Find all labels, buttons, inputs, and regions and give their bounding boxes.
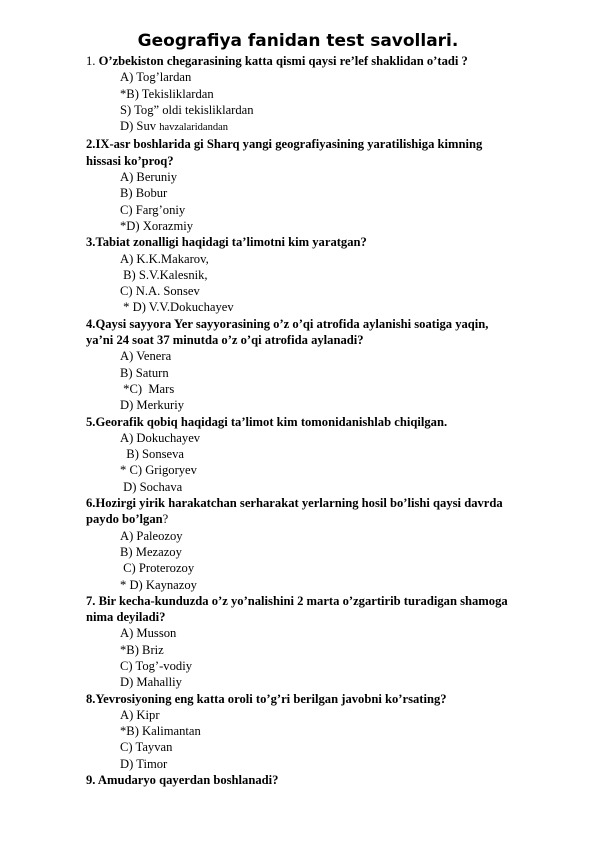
question-text-line: nima deyiladi?	[86, 610, 166, 625]
question-text-line: 6.Hozirgi yirik harakatchan serharakat yerlarning hosil bo’lishi qaysi davrda	[86, 496, 503, 511]
answer-option: D) Mahalliy	[120, 675, 182, 690]
answer-option: B) Mezazoy	[120, 544, 182, 559]
answer-option: A) Paleozoy	[120, 528, 183, 543]
answer-option: C) N.A. Sonsev	[120, 284, 200, 299]
answer-option: * D) Kaynazoy	[120, 577, 197, 592]
answer-option: A) Tog’lardan	[120, 70, 192, 85]
answer-option: D) Suv havzalaridandan	[120, 119, 228, 134]
answer-option: A) Beruniy	[120, 170, 178, 185]
answer-option: A) Kipr	[120, 707, 160, 722]
answer-option: D) Sochava	[120, 479, 183, 494]
answer-option: C) Tog’-vodiy	[120, 658, 192, 673]
answer-option: D) Merkuriy	[120, 398, 185, 413]
question-number: 1	[86, 54, 93, 68]
question-7	[86, 593, 566, 691]
question-text-line: paydo bo’lgan?	[86, 512, 169, 527]
answer-option: *D) Xorazmiy	[120, 218, 194, 233]
question-text-line: 9. Amudaryo qayerdan boshlanadi?	[86, 773, 279, 788]
answer-option: A) K.K.Makarov,	[120, 251, 209, 266]
answer-option: C) Farg’oniy	[120, 202, 186, 217]
answer-option: A) Venera	[120, 349, 172, 364]
answer-option: C) Proterozoy	[120, 561, 195, 576]
answer-option: *C) Mars	[120, 381, 175, 396]
answer-option: *B) Kalimantan	[120, 724, 201, 739]
document-title: Geografiya fanidan test savollari.	[137, 31, 459, 51]
question-9	[86, 772, 566, 788]
question-text-line: 5.Georafik qobiq haqidagi ta’limot kim tomonidanishlab chiqilgan.	[86, 414, 448, 429]
answer-option: D) Timor	[120, 756, 168, 771]
question-text-line: 8.Yevrosiyoning eng katta oroli to’g’ri berilgan javobni ko’rsating?	[86, 691, 447, 706]
question-text-line: 2.IX-asr boshlarida gi Sharq yangi geografiyasining yaratilishiga kimning	[86, 137, 483, 152]
answer-option: B) Bobur	[120, 186, 168, 201]
question-text-line: 7. Bir kecha-kunduzda o’z yo’nalishini 2 marta o’zgartirib turadigan shamoga	[86, 593, 508, 608]
question-1	[86, 53, 566, 136]
answer-option: *B) Briz	[120, 642, 164, 657]
question-text-line: O’zbekiston chegarasining katta qismi qaysi re’lef shaklidan o’tadi ?	[98, 54, 468, 68]
question-5	[86, 414, 566, 495]
question-2	[86, 136, 566, 234]
question-text-line: 3.Tabiat zonalligi haqidagi ta’limotni kim yaratgan?	[86, 235, 367, 250]
answer-option: A) Dokuchayev	[120, 430, 201, 445]
answer-option: * C) Grigoryev	[120, 463, 197, 478]
question-3	[86, 234, 566, 315]
question-text: 1. O’zbekiston chegarasining katta qismi qaysi re’lef shaklidan o’tadi ?	[86, 54, 468, 68]
answer-option: B) S.V.Kalesnik,	[120, 267, 208, 282]
answer-option: B) Sonseva	[120, 447, 185, 462]
answer-option: *B) Tekisliklardan	[120, 86, 214, 101]
answer-option: A) Musson	[120, 626, 177, 641]
answer-option: C) Tayvan	[120, 740, 173, 755]
answer-option: S) Tog” oldi tekisliklardan	[120, 102, 254, 117]
question-8	[86, 691, 566, 772]
question-text-line: hissasi ko’proq?	[86, 153, 174, 168]
question-text-line: 4.Qaysi sayyora Yer sayyorasining o’z o’qi atrofida aylanishi soatiga yaqin,	[86, 316, 489, 331]
question-4	[86, 316, 566, 414]
answer-option: B) Saturn	[120, 365, 169, 380]
answer-option: * D) V.V.Dokuchayev	[120, 300, 234, 315]
question-text-line: ya’ni 24 soat 37 minutda o’z o’qi atrofida aylanadi?	[86, 333, 364, 348]
question-6	[86, 495, 566, 593]
question-list	[86, 53, 566, 788]
